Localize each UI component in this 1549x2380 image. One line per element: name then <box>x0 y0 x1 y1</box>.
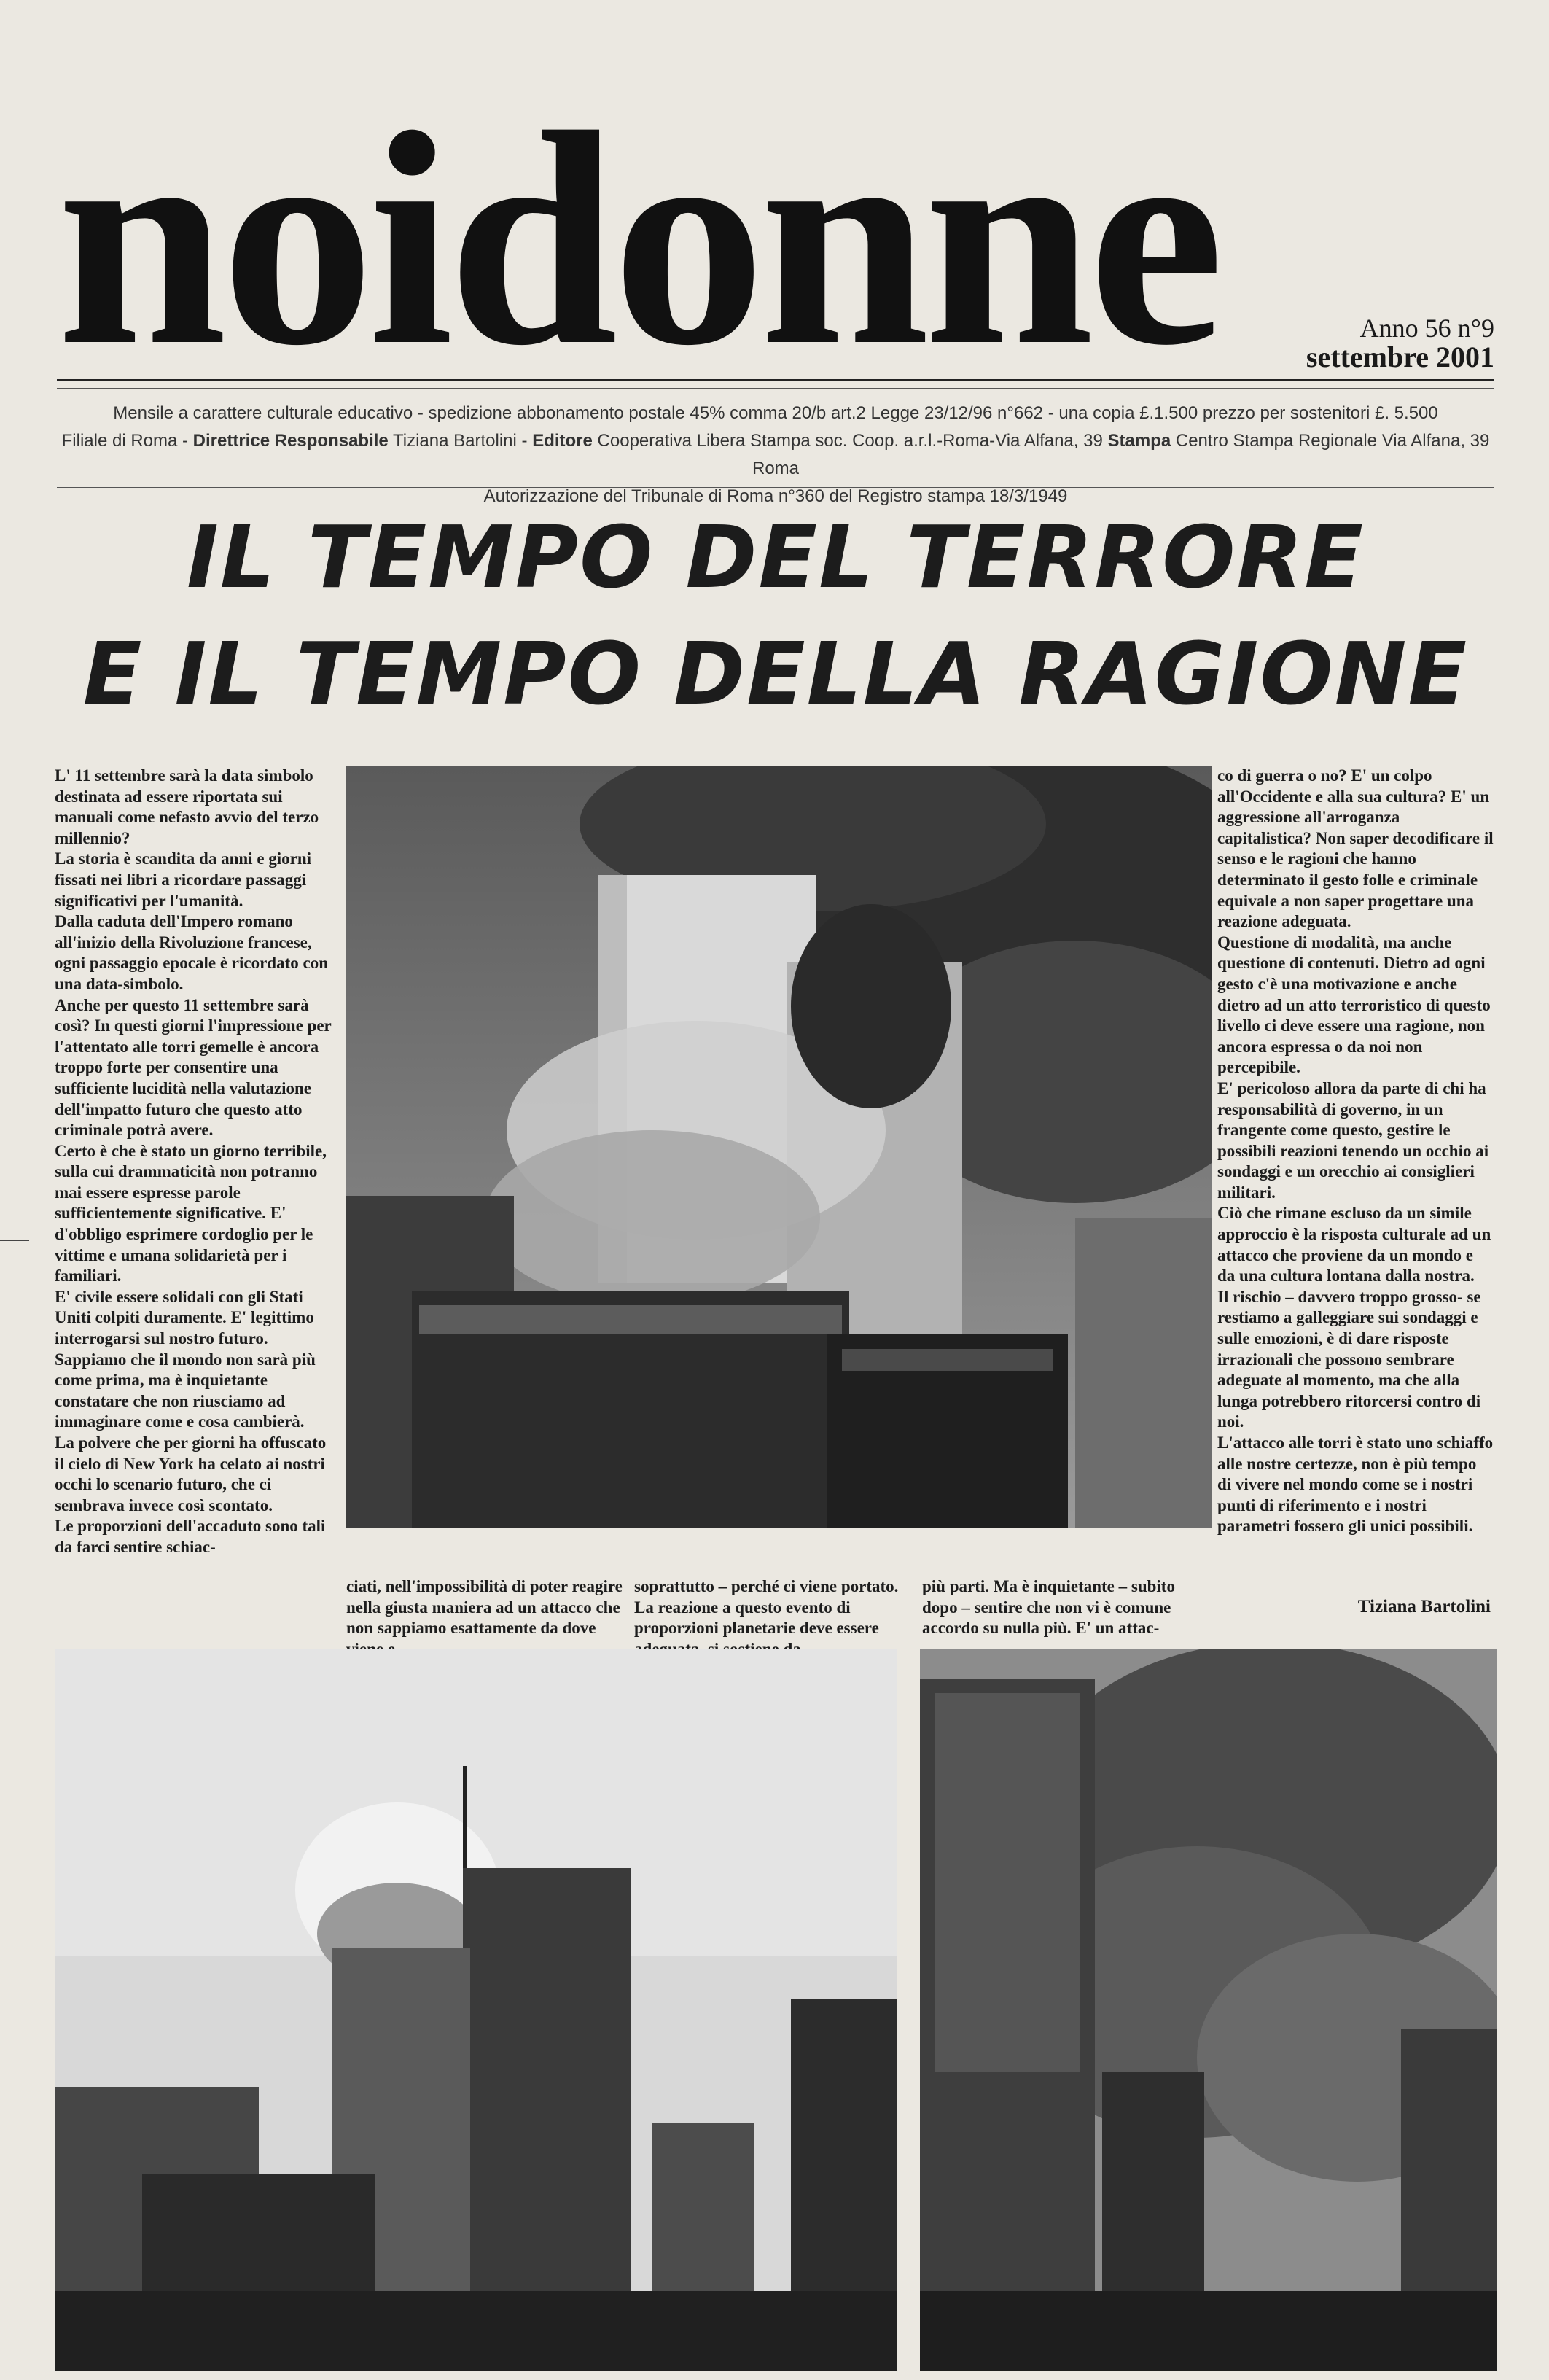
publication-line-3: Autorizzazione del Tribunale di Roma n°360 del Registro stampa 18/3/1949 <box>483 486 1068 506</box>
article-bottom-column-3: più parti. Ma è inquietante – subito dopo – sentire che non vi è comune accordo su nulla più. E' un attac- <box>922 1577 1175 1638</box>
masthead-rule <box>57 379 1494 381</box>
masthead-title: noidonne <box>57 108 1219 370</box>
author-signature: Tiziana Bartolini <box>1357 1597 1491 1617</box>
article-paragraph: Dalla caduta dell'Impero romano all'inizio della Rivoluzione francese, ogni passaggio epocale è ricordato con una data-simbolo. <box>55 912 328 993</box>
article-paragraph: La storia è scandita da anni e giorni fissati nei libri a ricordare passaggi significativi per l'umanità. <box>55 849 312 910</box>
margin-mark <box>0 1240 29 1241</box>
article-left-column <box>55 766 335 1558</box>
publication-line-2: Filiale di Roma - Direttrice Responsabile Tiziana Bartolini - Editore Cooperativa Libera Stampa soc. Coop. a.r.l.-Roma-Via Alfana, 39 Stampa Centro Stampa Regionale Via Alfana, 39 Roma <box>61 431 1490 478</box>
article-paragraph: L'attacco alle torri è stato uno schiaffo alle nostre certezze, non è più tempo di vivere nel mondo come se i nostri punti di riferimento e i nostri parametri fossero gli unici possibili. <box>1217 1434 1494 1536</box>
article-paragraph: Le proporzioni dell'accaduto sono tali da farci sentire schiac- <box>55 1517 326 1556</box>
article-paragraph: Ciò che rimane escluso da un simile approccio è la risposta culturale ad un attacco che proviene da un mondo e da una cultura lontana dalla nostra. <box>1217 1204 1491 1286</box>
issue-block <box>1283 314 1494 372</box>
article-paragraph: Sappiamo che il mondo non sarà più come prima, ma è inquietante constatare che non riusciamo ad immaginare come e cosa cambierà. <box>55 1350 316 1431</box>
issue-number: Anno 56 n°9 <box>1359 314 1494 343</box>
article-paragraph: E' civile essere solidali con gli Stati Uniti colpiti duramente. E' legittimo interrogarsi sul nostro futuro. <box>55 1287 314 1348</box>
article-bottom-column-1: ciati, nell'impossibilità di poter reagire nella giusta maniera ad un attacco che non sappiamo esattamente da dove <box>346 1577 623 1638</box>
article-paragraph: Questione di modalità, ma anche questione di contenuti. Dietro ad ogni gesto c'è una motivazione e anche dietro ad un atto terroristico di questo livello ci deve essere una ragione, non ancora espressa o da noi non percepibile. <box>1217 933 1491 1077</box>
article-paragraph: co di guerra o no? E' un colpo all'Occidente e alla sua cultura? E' un aggressione all'arroganza capitalistica? Non saper decodificare il senso e le ragioni che hanno determinato il gesto folle e criminale equivale a non saper progettare una reazione adeguata. <box>1217 766 1494 931</box>
publication-info <box>57 400 1494 510</box>
main-photo-towers <box>346 766 1212 1528</box>
headline-line-1: IL TEMPO DEL TERRORE <box>186 507 1365 607</box>
article-paragraph: E' pericoloso allora da parte di chi ha responsabilità di governo, in un frangente come questo, gestire le possibili reazioni tenendo un occhio ai sondaggi e un orecchio ai consiglieri militari. <box>1217 1078 1489 1202</box>
article-paragraph: La polvere che per giorni ha offuscato il cielo di New York ha celato ai nostri occhi lo scenario futuro, che ci sembrava invece così scontato. <box>55 1434 327 1514</box>
article-paragraph: Anche per questo 11 settembre sarà così? In questi giorni l'impressione per l'attentato alle torri gemelle è ancora troppo forte per consentire una sufficiente lucidità nella valutazione dell'impatto futuro che questo atto criminale potrà avere. <box>55 995 332 1140</box>
photo-tower-impact <box>55 1649 897 2371</box>
info-rule <box>57 487 1494 488</box>
article-paragraph: L' 11 settembre sarà la data simbolo destinata ad essere riportata sui manuali come nefasto avvio del terzo millennio? <box>55 766 319 847</box>
publication-line-1: Mensile a carattere culturale educativo - spedizione abbonamento postale 45% comma 20/b art.2 Legge 23/12/96 n°662 - una copia £.1.500 prezzo per sostenitori £. 5.500 <box>113 403 1438 423</box>
article-paragraph: Certo è che è stato un giorno terribile, sulla cui drammaticità non potranno mai essere espresse parole sufficientemente significative. E' d'obbligo esprimere cordoglio per le vittime e umana solidarietà per i familiari. <box>55 1141 327 1286</box>
masthead-rule-thin <box>57 388 1494 389</box>
issue-date: settembre 2001 <box>1306 341 1494 373</box>
headline-line-2: E IL TEMPO DELLA RAGIONE <box>82 623 1469 724</box>
photo-smoke-street <box>920 1649 1497 2371</box>
article-right-column <box>1217 766 1494 1537</box>
article-paragraph: Il rischio – davvero troppo grosso- se restiamo a galleggiare sui sondaggi e sulle emozioni, è di dare risposte irrazionali che possono sembrare adeguate al momento, ma che alla lunga potrebbero ritorcersi contro di noi. <box>1217 1287 1481 1431</box>
article-bottom-column-2: soprattutto – perché ci viene portato. La reazione a questo evento di proporzioni planetarie deve essere <box>634 1577 899 1638</box>
